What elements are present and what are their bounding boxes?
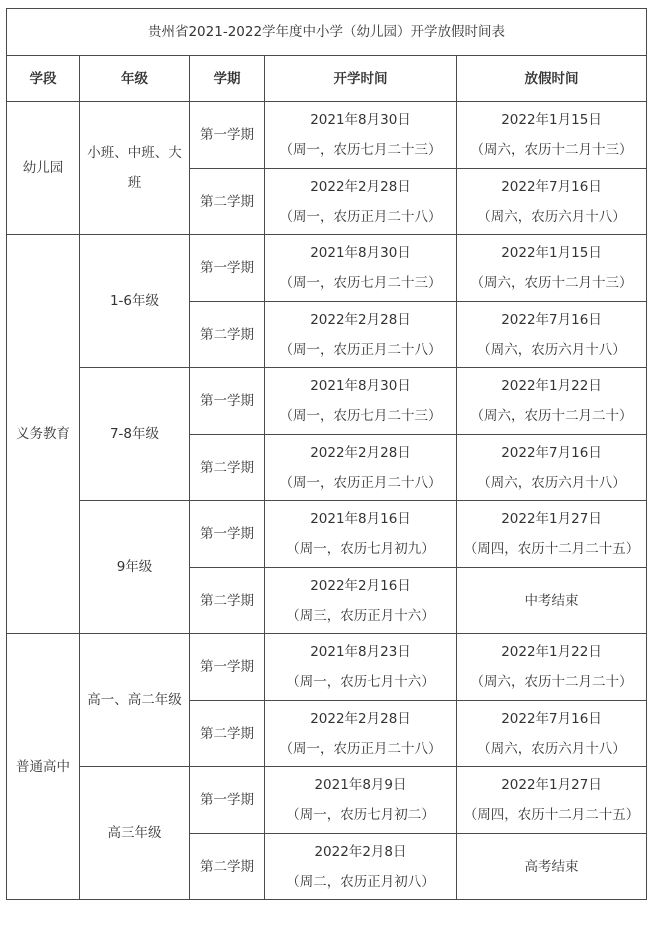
weekday-lunar-line: （周六，农历十二月二十）: [470, 674, 633, 690]
grade-label: 小班、中班、大班: [87, 145, 182, 191]
date-line: 2021年8月9日: [314, 777, 407, 793]
start-date-cell: [265, 235, 457, 302]
weekday-lunar-line: （周一，农历正月二十八）: [279, 474, 442, 491]
term-cell: 第二学期: [190, 701, 265, 767]
date-line: 2022年2月28日: [310, 444, 411, 461]
grade-cell: [80, 102, 190, 235]
grade-cell: [80, 501, 190, 634]
holiday-date-cell: [457, 368, 647, 435]
grade-cell: [80, 767, 190, 900]
header-holiday-date: 放假时间: [457, 56, 647, 102]
date-line: 2021年8月23日: [310, 644, 411, 660]
table-row: [7, 102, 647, 169]
weekday-lunar-line: （周四，农历十二月二十五）: [463, 541, 640, 557]
weekday-lunar-line: （周六，农历六月十八）: [477, 341, 626, 358]
header-term: 学期: [190, 56, 265, 102]
date-line: 2021年8月30日: [310, 245, 411, 261]
grade-label: 1-6年级: [109, 293, 160, 309]
date-line: 2022年7月16日: [501, 311, 602, 328]
header-start-date: 开学时间: [265, 56, 457, 102]
date-line: 2021年8月30日: [310, 112, 411, 128]
stage-cell: 义务教育: [7, 235, 80, 634]
date-line: 2022年1月27日: [501, 511, 602, 527]
weekday-lunar-line: （周一，农历七月初二）: [286, 807, 435, 823]
date-line: 2022年7月16日: [501, 444, 602, 461]
weekday-lunar-line: （周一，农历七月二十三）: [279, 275, 442, 291]
holiday-date-cell: [457, 634, 647, 701]
weekday-lunar-line: （周一，农历七月二十三）: [279, 408, 442, 424]
weekday-lunar-line: （周二，农历正月初八）: [286, 873, 435, 890]
weekday-lunar-line: （周六，农历六月十八）: [477, 740, 626, 757]
term-cell: 第二学期: [190, 169, 265, 235]
holiday-date-cell: [457, 435, 647, 501]
grade-cell: [80, 368, 190, 501]
start-date-cell: [265, 568, 457, 634]
holiday-date-cell: [457, 834, 647, 900]
table-title: 贵州省2021-2022学年度中小学（幼儿园）开学放假时间表: [7, 9, 647, 56]
start-date-cell: [265, 767, 457, 834]
term-cell: 第一学期: [190, 634, 265, 701]
term-cell: 第一学期: [190, 235, 265, 302]
weekday-lunar-line: （周六，农历六月十八）: [477, 474, 626, 491]
weekday-lunar-line: （周六，农历十二月十三）: [470, 275, 633, 291]
start-date-cell: [265, 634, 457, 701]
date-line: 2021年8月30日: [310, 378, 411, 394]
date-line: 2022年2月28日: [310, 710, 411, 727]
holiday-date-cell: [457, 701, 647, 767]
weekday-lunar-line: （周一，农历七月二十三）: [279, 142, 442, 158]
table-row: [7, 634, 647, 701]
header-stage: 学段: [7, 56, 80, 102]
holiday-date-cell: [457, 235, 647, 302]
date-line: 中考结束: [524, 592, 579, 609]
date-line: 2022年1月27日: [501, 777, 602, 793]
holiday-date-cell: [457, 169, 647, 235]
date-line: 2022年7月16日: [501, 710, 602, 727]
date-line: 2022年2月8日: [314, 843, 407, 860]
weekday-lunar-line: （周一，农历正月二十八）: [279, 208, 442, 225]
term-cell: 第一学期: [190, 501, 265, 568]
date-line: 2022年1月15日: [501, 112, 602, 128]
holiday-date-cell: [457, 102, 647, 169]
term-cell: 第一学期: [190, 102, 265, 169]
date-line: 2022年2月16日: [310, 577, 411, 594]
schedule-table: [6, 8, 647, 900]
table-row: [7, 235, 647, 302]
weekday-lunar-line: （周一，农历正月二十八）: [279, 341, 442, 358]
table-row: [7, 501, 647, 568]
weekday-lunar-line: （周四，农历十二月二十五）: [463, 807, 640, 823]
grade-cell: [80, 634, 190, 767]
header-grade: 年级: [80, 56, 190, 102]
schedule-body: [7, 102, 647, 900]
term-cell: 第二学期: [190, 834, 265, 900]
date-line: 2022年1月22日: [501, 378, 602, 394]
grade-label: 9年级: [116, 559, 153, 575]
date-line: 2022年2月28日: [310, 178, 411, 195]
date-line: 2022年7月16日: [501, 178, 602, 195]
holiday-date-cell: [457, 568, 647, 634]
start-date-cell: [265, 102, 457, 169]
term-cell: 第二学期: [190, 435, 265, 501]
header-row: [7, 56, 647, 102]
start-date-cell: [265, 302, 457, 368]
weekday-lunar-line: （周一，农历七月十六）: [286, 674, 435, 690]
weekday-lunar-line: （周一，农历七月初九）: [286, 541, 435, 557]
grade-label: 高三年级: [107, 825, 162, 841]
date-line: 2022年1月15日: [501, 245, 602, 261]
date-line: 2022年2月28日: [310, 311, 411, 328]
start-date-cell: [265, 435, 457, 501]
weekday-lunar-line: （周六，农历十二月二十）: [470, 408, 633, 424]
holiday-date-cell: [457, 302, 647, 368]
grade-label: 7-8年级: [109, 426, 160, 442]
term-cell: 第二学期: [190, 568, 265, 634]
start-date-cell: [265, 501, 457, 568]
term-cell: 第一学期: [190, 368, 265, 435]
stage-cell: 普通高中: [7, 634, 80, 900]
table-row: [7, 767, 647, 834]
holiday-date-cell: [457, 767, 647, 834]
start-date-cell: [265, 701, 457, 767]
term-cell: 第二学期: [190, 302, 265, 368]
start-date-cell: [265, 834, 457, 900]
stage-cell: 幼儿园: [7, 102, 80, 235]
table-row: [7, 368, 647, 435]
holiday-date-cell: [457, 501, 647, 568]
weekday-lunar-line: （周六，农历六月十八）: [477, 208, 626, 225]
date-line: 高考结束: [524, 858, 579, 875]
weekday-lunar-line: （周一，农历正月二十八）: [279, 740, 442, 757]
start-date-cell: [265, 169, 457, 235]
date-line: 2022年1月22日: [501, 644, 602, 660]
weekday-lunar-line: （周六，农历十二月十三）: [470, 142, 633, 158]
term-cell: 第一学期: [190, 767, 265, 834]
start-date-cell: [265, 368, 457, 435]
weekday-lunar-line: （周三，农历正月十六）: [286, 607, 435, 624]
grade-label: 高一、高二年级: [87, 692, 182, 708]
grade-cell: [80, 235, 190, 368]
date-line: 2021年8月16日: [310, 511, 411, 527]
